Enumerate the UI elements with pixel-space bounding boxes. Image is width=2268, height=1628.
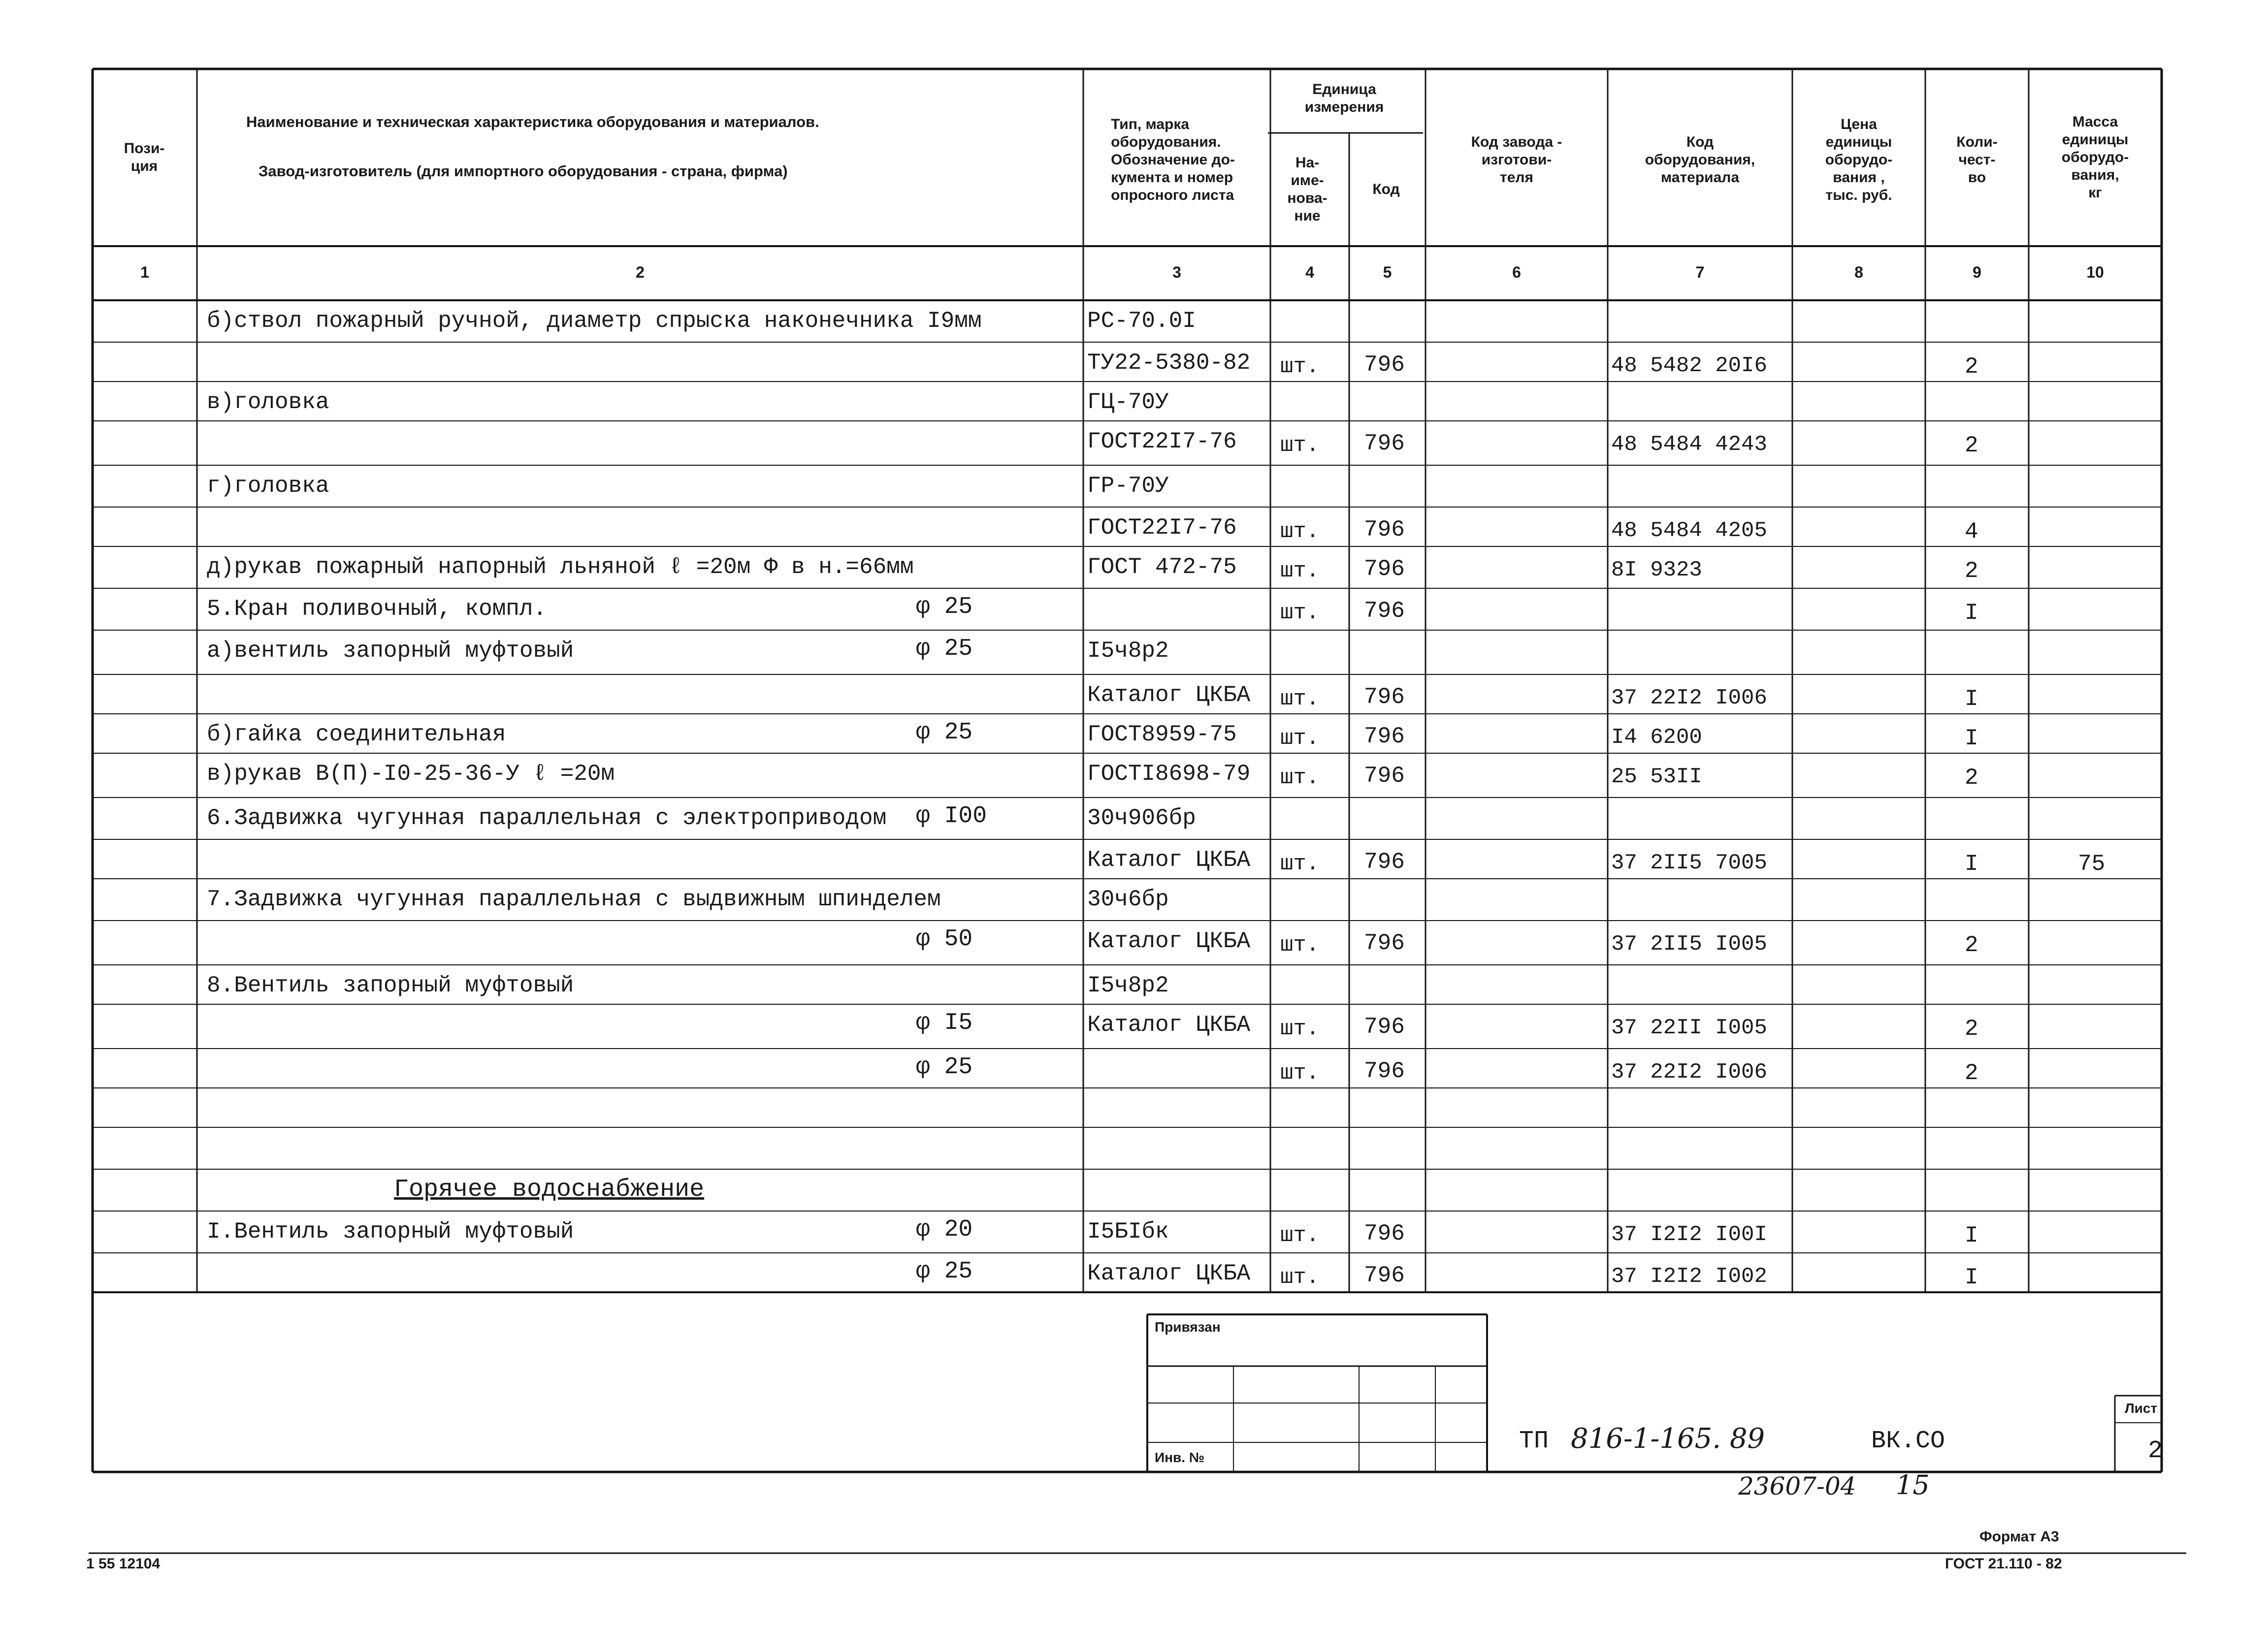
row-type: ГОСТ22I7-76	[1087, 429, 1237, 454]
row-type: Каталог ЦКБА	[1087, 682, 1251, 708]
header-equipment-code: Код оборудования, материала	[1645, 134, 1755, 186]
row-type: ГОСТ8959-75	[1087, 722, 1237, 747]
column-number: 8	[1854, 263, 1863, 281]
row-unit: шт.	[1280, 433, 1320, 458]
row-equipment-code: 37 22I2 I006	[1611, 1060, 1767, 1085]
row-quantity: I	[1965, 600, 1978, 626]
row-equipment-code: 37 I2I2 I002	[1611, 1264, 1767, 1289]
stamp-doc-number: 816-1-165. 89	[1571, 1423, 1765, 1455]
row-name: 6.Задвижка чугунная параллельная с электроприводом	[207, 805, 887, 831]
row-equipment-code: 25 53II	[1611, 765, 1702, 789]
row-quantity: I	[1965, 1223, 1978, 1248]
row-unit: шт.	[1280, 1061, 1320, 1085]
row-type: I5БIбк	[1087, 1219, 1169, 1245]
row-unit: шт.	[1280, 852, 1320, 876]
row-quantity: 2	[1965, 433, 1978, 458]
row-quantity: I	[1965, 686, 1978, 712]
row-unit-code: 796	[1364, 849, 1405, 875]
header-mass: Масса единицы оборудо- вания, кг	[2061, 114, 2129, 201]
row-quantity: 2	[1965, 1016, 1978, 1042]
row-type: I5ч8р2	[1087, 638, 1169, 664]
row-diameter: φ 25	[916, 594, 973, 620]
header-name-line1: Наименование и техническая характеристика оборудования и материалов.	[246, 113, 819, 130]
row-type: ГОСТI8698-79	[1087, 761, 1251, 787]
row-type: Каталог ЦКБА	[1087, 928, 1251, 954]
stamp-doc-mark: ВК.СО	[1871, 1427, 1945, 1455]
row-type: РС-70.0I	[1087, 308, 1196, 334]
row-quantity: 2	[1965, 558, 1978, 584]
stamp-sheet-no: 2	[2148, 1437, 2163, 1465]
row-unit-code: 796	[1364, 556, 1405, 582]
row-diameter: φ 25	[916, 719, 973, 746]
header-quantity: Коли- чест- во	[1956, 134, 1998, 186]
column-number: 4	[1305, 263, 1314, 281]
row-quantity: 2	[1965, 354, 1978, 380]
row-name: 7.Задвижка чугунная параллельная с выдвижным шпинделем	[207, 887, 941, 912]
header-plant-code: Код завода - изготови- теля	[1471, 134, 1562, 186]
row-unit-code: 796	[1364, 1263, 1405, 1288]
row-unit: шт.	[1280, 726, 1320, 751]
row-type: 30ч6бр	[1087, 887, 1169, 912]
row-type: ТУ22-5380-82	[1087, 350, 1251, 376]
row-name: г)головка	[207, 473, 329, 499]
row-unit-code: 796	[1364, 1014, 1405, 1040]
row-unit: шт.	[1280, 1265, 1320, 1290]
row-name: а)вентиль запорный муфтовый	[207, 638, 574, 664]
row-name: б)гайка соединительная	[207, 722, 506, 747]
footer-format: Формат А3	[1979, 1529, 2059, 1545]
column-number: 2	[636, 263, 645, 281]
row-unit: шт.	[1280, 687, 1320, 711]
stamp-sheet-label: Лист	[2125, 1401, 2158, 1416]
row-equipment-code: 37 I2I2 I00I	[1611, 1222, 1767, 1247]
row-diameter: φ 25	[916, 636, 973, 662]
row-type: ГОСТ 472-75	[1087, 554, 1237, 580]
row-name: в)рукав В(П)-I0-25-36-У ℓ =20м	[207, 761, 615, 787]
row-diameter: φ I00	[916, 803, 987, 830]
header-unit-code: Код	[1372, 181, 1400, 197]
row-type: Каталог ЦКБА	[1087, 1261, 1251, 1286]
row-quantity: 2	[1965, 932, 1978, 958]
row-unit: шт.	[1280, 601, 1320, 625]
row-quantity: 2	[1965, 1060, 1978, 1086]
row-equipment-code: 37 2II5 I005	[1611, 932, 1767, 957]
column-number: 10	[2086, 263, 2104, 281]
footer-gost: ГОСТ 21.110 - 82	[1945, 1556, 2062, 1572]
row-unit-code: 796	[1364, 352, 1405, 378]
section-heading: Горячее водоснабжение	[394, 1176, 705, 1204]
row-quantity: I	[1965, 1265, 1978, 1290]
row-equipment-code: 37 2II5 7005	[1611, 851, 1767, 875]
row-quantity: I	[1965, 726, 1978, 751]
row-name: 8.Вентиль запорный муфтовый	[207, 973, 574, 998]
header-type: Тип, марка оборудования. Обозначение до- кумента и номер опросного листа	[1111, 116, 1235, 203]
stamp-privyazan: Привязан	[1155, 1319, 1221, 1335]
row-diameter: φ I5	[916, 1010, 973, 1036]
row-unit: шт.	[1280, 933, 1320, 958]
column-number: 6	[1512, 263, 1521, 281]
row-type: Каталог ЦКБА	[1087, 1012, 1251, 1038]
row-unit-code: 796	[1364, 763, 1405, 789]
column-number: 3	[1172, 263, 1181, 281]
stamp-doc-code: ТП	[1519, 1427, 1549, 1455]
row-equipment-code: I4 6200	[1611, 725, 1702, 750]
row-unit-code: 796	[1364, 431, 1405, 456]
handwritten-number: 23607-04	[1738, 1472, 1856, 1500]
column-number: 1	[140, 263, 149, 281]
header-position: Пози- ция	[124, 140, 165, 174]
column-number: 5	[1383, 263, 1392, 281]
header-name-line2: Завод-изготовитель (для импортного оборудования - страна, фирма)	[259, 162, 788, 180]
row-diameter: φ 25	[916, 1258, 973, 1285]
row-type: ГР-70У	[1087, 473, 1169, 499]
row-quantity: I	[1965, 851, 1978, 877]
row-equipment-code: 48 5484 4243	[1611, 432, 1767, 457]
row-unit-code: 796	[1364, 517, 1405, 543]
row-name: I.Вентиль запорный муфтовый	[207, 1219, 574, 1245]
row-unit: шт.	[1280, 519, 1320, 544]
row-type: 30ч906бр	[1087, 805, 1196, 831]
row-equipment-code: 37 22II I005	[1611, 1016, 1767, 1040]
row-diameter: φ 50	[916, 926, 973, 953]
column-number: 9	[1973, 263, 1981, 281]
row-mass: 75	[2078, 851, 2106, 877]
row-name: 5.Кран поливочный, компл.	[207, 596, 547, 622]
row-diameter: φ 25	[916, 1054, 973, 1081]
row-unit-code: 796	[1364, 930, 1405, 956]
row-unit-code: 796	[1364, 684, 1405, 710]
row-quantity: 2	[1965, 765, 1978, 791]
row-equipment-code: 48 5482 20I6	[1611, 353, 1767, 378]
row-name: д)рукав пожарный напорный льняной ℓ =20м Ф в н.=66мм	[207, 554, 914, 580]
handwritten-number-2: 15	[1896, 1469, 1930, 1500]
row-diameter: φ 20	[916, 1216, 973, 1243]
row-unit: шт.	[1280, 559, 1320, 583]
row-unit-code: 796	[1364, 724, 1405, 749]
row-unit-code: 796	[1364, 1221, 1405, 1246]
row-equipment-code: 48 5484 4205	[1611, 518, 1767, 543]
row-quantity: 4	[1965, 519, 1978, 544]
header-unit-name: На- име- нова- ние	[1287, 155, 1328, 224]
row-unit-code: 796	[1364, 598, 1405, 624]
row-type: Каталог ЦКБА	[1087, 847, 1251, 873]
footer-left-code: 1 55 12104	[86, 1556, 161, 1572]
row-type: ГОСТ22I7-76	[1087, 515, 1237, 541]
row-equipment-code: 8I 9323	[1611, 558, 1702, 582]
row-name: б)ствол пожарный ручной, диаметр спрыска наконечника I9мм	[207, 308, 982, 334]
stamp-inv-no: Инв. №	[1155, 1450, 1205, 1465]
row-unit: шт.	[1280, 354, 1320, 379]
row-unit-code: 796	[1364, 1058, 1405, 1084]
row-equipment-code: 37 22I2 I006	[1611, 686, 1767, 710]
header-price: Цена единицы оборудо- вания , тыс. руб.	[1825, 116, 1893, 203]
row-unit: шт.	[1280, 1223, 1320, 1248]
row-type: ГЦ-70У	[1087, 389, 1169, 415]
column-number: 7	[1695, 263, 1705, 281]
header-unit: Единица измерения	[1304, 81, 1384, 115]
row-unit: шт.	[1280, 1017, 1320, 1041]
row-type: I5ч8р2	[1087, 973, 1169, 998]
row-unit: шт.	[1280, 766, 1320, 790]
row-name: в)головка	[207, 389, 329, 415]
